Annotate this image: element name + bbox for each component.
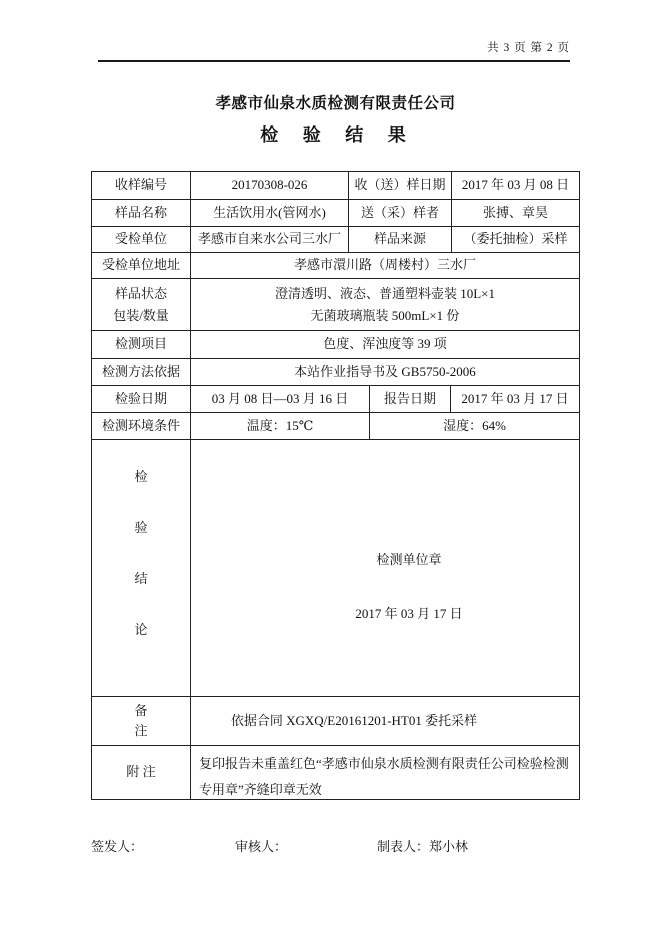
- preparer-label: 制表人：: [377, 839, 430, 854]
- table-row-conclusion: [92, 439, 579, 696]
- info-table: [91, 171, 580, 800]
- method-value: 本站作业指导书及 GB5750-2006: [190, 359, 579, 385]
- sample-no-value: 20170308-026: [190, 172, 348, 199]
- sampler-value: 张搏、章昊: [451, 200, 579, 226]
- stamp-placeholder-label: 检测单位章: [376, 552, 442, 567]
- state-value: [190, 279, 579, 330]
- table-row-sample-no: [92, 172, 579, 199]
- note-label: 附 注: [126, 764, 156, 780]
- report-date-label: 报告日期: [369, 386, 450, 412]
- sample-name-value: 生活饮用水(管网水): [190, 200, 348, 226]
- unit-value: 孝感市自来水公司三水厂: [190, 227, 348, 252]
- page-header: [98, 39, 570, 55]
- conclusion-content: [190, 440, 579, 696]
- remark-label-line2: 注: [134, 723, 148, 738]
- remark-value: [190, 697, 579, 745]
- env-label: 检测环境条件: [101, 417, 180, 433]
- test-date-label: 检验日期: [114, 390, 167, 406]
- conclusion-label-char2: 验: [134, 520, 148, 535]
- method-label: 检测方法依据: [101, 363, 180, 379]
- table-row-sample-name: [92, 199, 579, 226]
- conclusion-label-char3: 结: [134, 571, 148, 586]
- source-label: 样品来源: [348, 227, 451, 252]
- items-label: 检测项目: [114, 336, 167, 352]
- signature-row: [91, 836, 580, 856]
- table-row-address: [92, 252, 579, 278]
- test-date-value: 03 月 08 日—03 月 16 日: [190, 386, 369, 412]
- table-row-remark: [92, 696, 579, 745]
- items-value: 色度、浑浊度等 39 项: [190, 331, 579, 358]
- state-label-line1: 样品状态: [114, 285, 167, 301]
- pagination-text: 共 3 页 第 2 页: [487, 42, 570, 54]
- unit-label: 受检单位: [114, 231, 167, 247]
- table-row-sample-state: [92, 278, 579, 330]
- table-row-unit: [92, 226, 579, 252]
- receive-date-value: 2017 年 03 月 08 日: [451, 172, 579, 199]
- table-row-test-date: [92, 385, 579, 412]
- remark-value-text: 依据合同 XGXQ/E20161201-HT01 委托采样: [230, 712, 478, 728]
- issuer-label: 签发人：: [91, 839, 144, 854]
- company-title: 孝感市仙泉水质检测有限责任公司: [215, 95, 456, 112]
- table-row-method: [92, 358, 579, 385]
- env-temperature: 温度：15℃: [190, 413, 369, 439]
- state-label-line2: 包装/数量: [113, 307, 169, 323]
- state-value-line2: 无菌玻璃瓶装 500mL×1 份: [310, 307, 460, 323]
- remark-label-line1: 备: [134, 703, 148, 718]
- table-row-note: [92, 745, 579, 799]
- table-row-environment: [92, 412, 579, 439]
- report-date-value: 2017 年 03 月 17 日: [450, 386, 579, 412]
- env-humidity: 湿度：64%: [369, 413, 579, 439]
- address-value: 孝感市澴川路（周楼村）三水厂: [190, 253, 579, 278]
- table-row-items: [92, 330, 579, 358]
- preparer-field: [377, 836, 468, 855]
- sample-no-label: 收样编号: [114, 177, 167, 193]
- address-label: 受检单位地址: [101, 257, 180, 273]
- state-label: [92, 279, 190, 330]
- sample-name-label: 样品名称: [114, 204, 167, 220]
- stamp-date: 2017 年 03 月 17 日: [355, 605, 463, 621]
- reviewer-label: 审核人：: [235, 839, 288, 854]
- report-title: 检 验 结 果: [260, 125, 411, 145]
- conclusion-label-char4: 论: [134, 622, 148, 637]
- source-value: （委托抽检）采样: [451, 227, 579, 252]
- state-value-line1: 澄清透明、液态、普通塑料壶装 10L×1: [274, 285, 496, 301]
- remark-label: [92, 697, 190, 745]
- header-divider: [98, 60, 570, 62]
- preparer-name: 郑小林: [429, 839, 469, 854]
- receive-date-label: 收（送）样日期: [348, 172, 451, 199]
- sampler-label: 送（采）样者: [348, 200, 451, 226]
- conclusion-label: [92, 440, 190, 696]
- note-value: 复印报告未重盖红色“孝感市仙泉水质检测有限责任公司检验检测专用章”齐缝印章无效: [190, 746, 579, 799]
- conclusion-label-char1: 检: [134, 469, 148, 484]
